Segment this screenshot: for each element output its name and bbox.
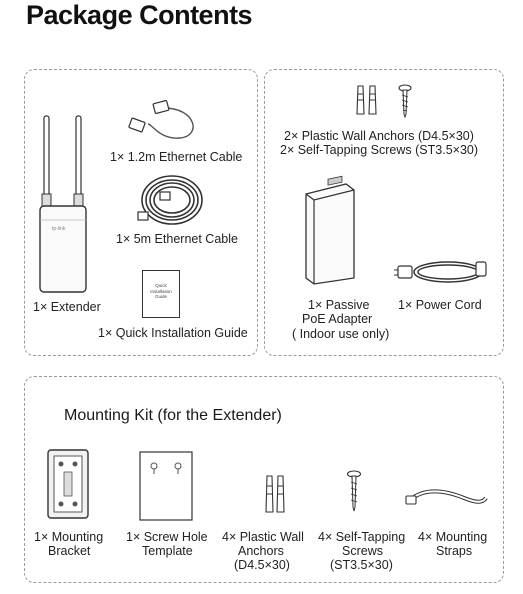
mounting-anchors-illustration	[262, 474, 290, 516]
wall-anchors-illustration	[352, 84, 382, 120]
mounting-bracket-label-2: Bracket	[48, 544, 91, 558]
power-cord-label: 1× Power Cord	[398, 298, 482, 312]
screw-hole-template-label-2: Template	[142, 544, 193, 558]
screw-hole-template-illustration	[138, 450, 194, 522]
mounting-anchors-label-1: 4× Plastic Wall	[222, 530, 304, 544]
mounting-screws-label-3: (ST3.5×30)	[330, 558, 393, 572]
poe-adapter-label-line-1: 1× Passive	[308, 298, 370, 312]
self-tapping-screws-label: 2× Self-Tapping Screws (ST3.5×30)	[280, 143, 479, 157]
quick-guide-label: 1× Quick Installation Guide	[98, 326, 248, 340]
mounting-bracket-label-1: 1× Mounting	[34, 530, 104, 544]
long-ethernet-cable-label: 1× 5m Ethernet Cable	[116, 232, 238, 246]
mounting-anchors-label-2: Anchors	[238, 544, 284, 558]
mounting-screws-label-1: 4× Self-Tapping	[318, 530, 406, 544]
quick-guide-booklet	[142, 270, 180, 318]
screw-icon	[398, 84, 412, 118]
mounting-kit-title: Mounting Kit (for the Extender)	[64, 407, 282, 424]
extender-illustration	[36, 112, 90, 294]
guide-cover-line-2: Installation	[150, 288, 172, 294]
short-ethernet-cable-label: 1× 1.2m Ethernet Cable	[110, 150, 243, 164]
mounting-straps-label-2: Straps	[436, 544, 473, 558]
poe-adapter-label-line-3: ( Indoor use only)	[292, 327, 390, 341]
poe-adapter-label-line-2: PoE Adapter	[302, 312, 373, 326]
mounting-screws-label-2: Screws	[342, 544, 383, 558]
mounting-screw-icon	[346, 470, 362, 512]
short-ethernet-cable-illustration	[126, 98, 206, 150]
poe-adapter-illustration	[296, 174, 360, 286]
extender-brand: tp-link	[52, 226, 66, 232]
mounting-bracket-illustration	[44, 446, 94, 522]
power-cord-illustration	[394, 256, 490, 290]
page-title: Package Contents	[26, 0, 253, 30]
long-ethernet-cable-illustration	[134, 168, 206, 230]
plastic-anchors-label: 2× Plastic Wall Anchors (D4.5×30)	[284, 129, 474, 143]
mounting-straps-label-1: 4× Mounting	[418, 530, 488, 544]
guide-cover-line-3: Guide	[154, 294, 167, 299]
extender-label: 1× Extender	[33, 300, 101, 314]
mounting-anchors-label-3: (D4.5×30)	[234, 558, 290, 572]
guide-cover-line-1: Quick	[155, 283, 167, 288]
mounting-straps-illustration	[404, 486, 490, 510]
screw-hole-template-label-1: 1× Screw Hole	[126, 530, 208, 544]
